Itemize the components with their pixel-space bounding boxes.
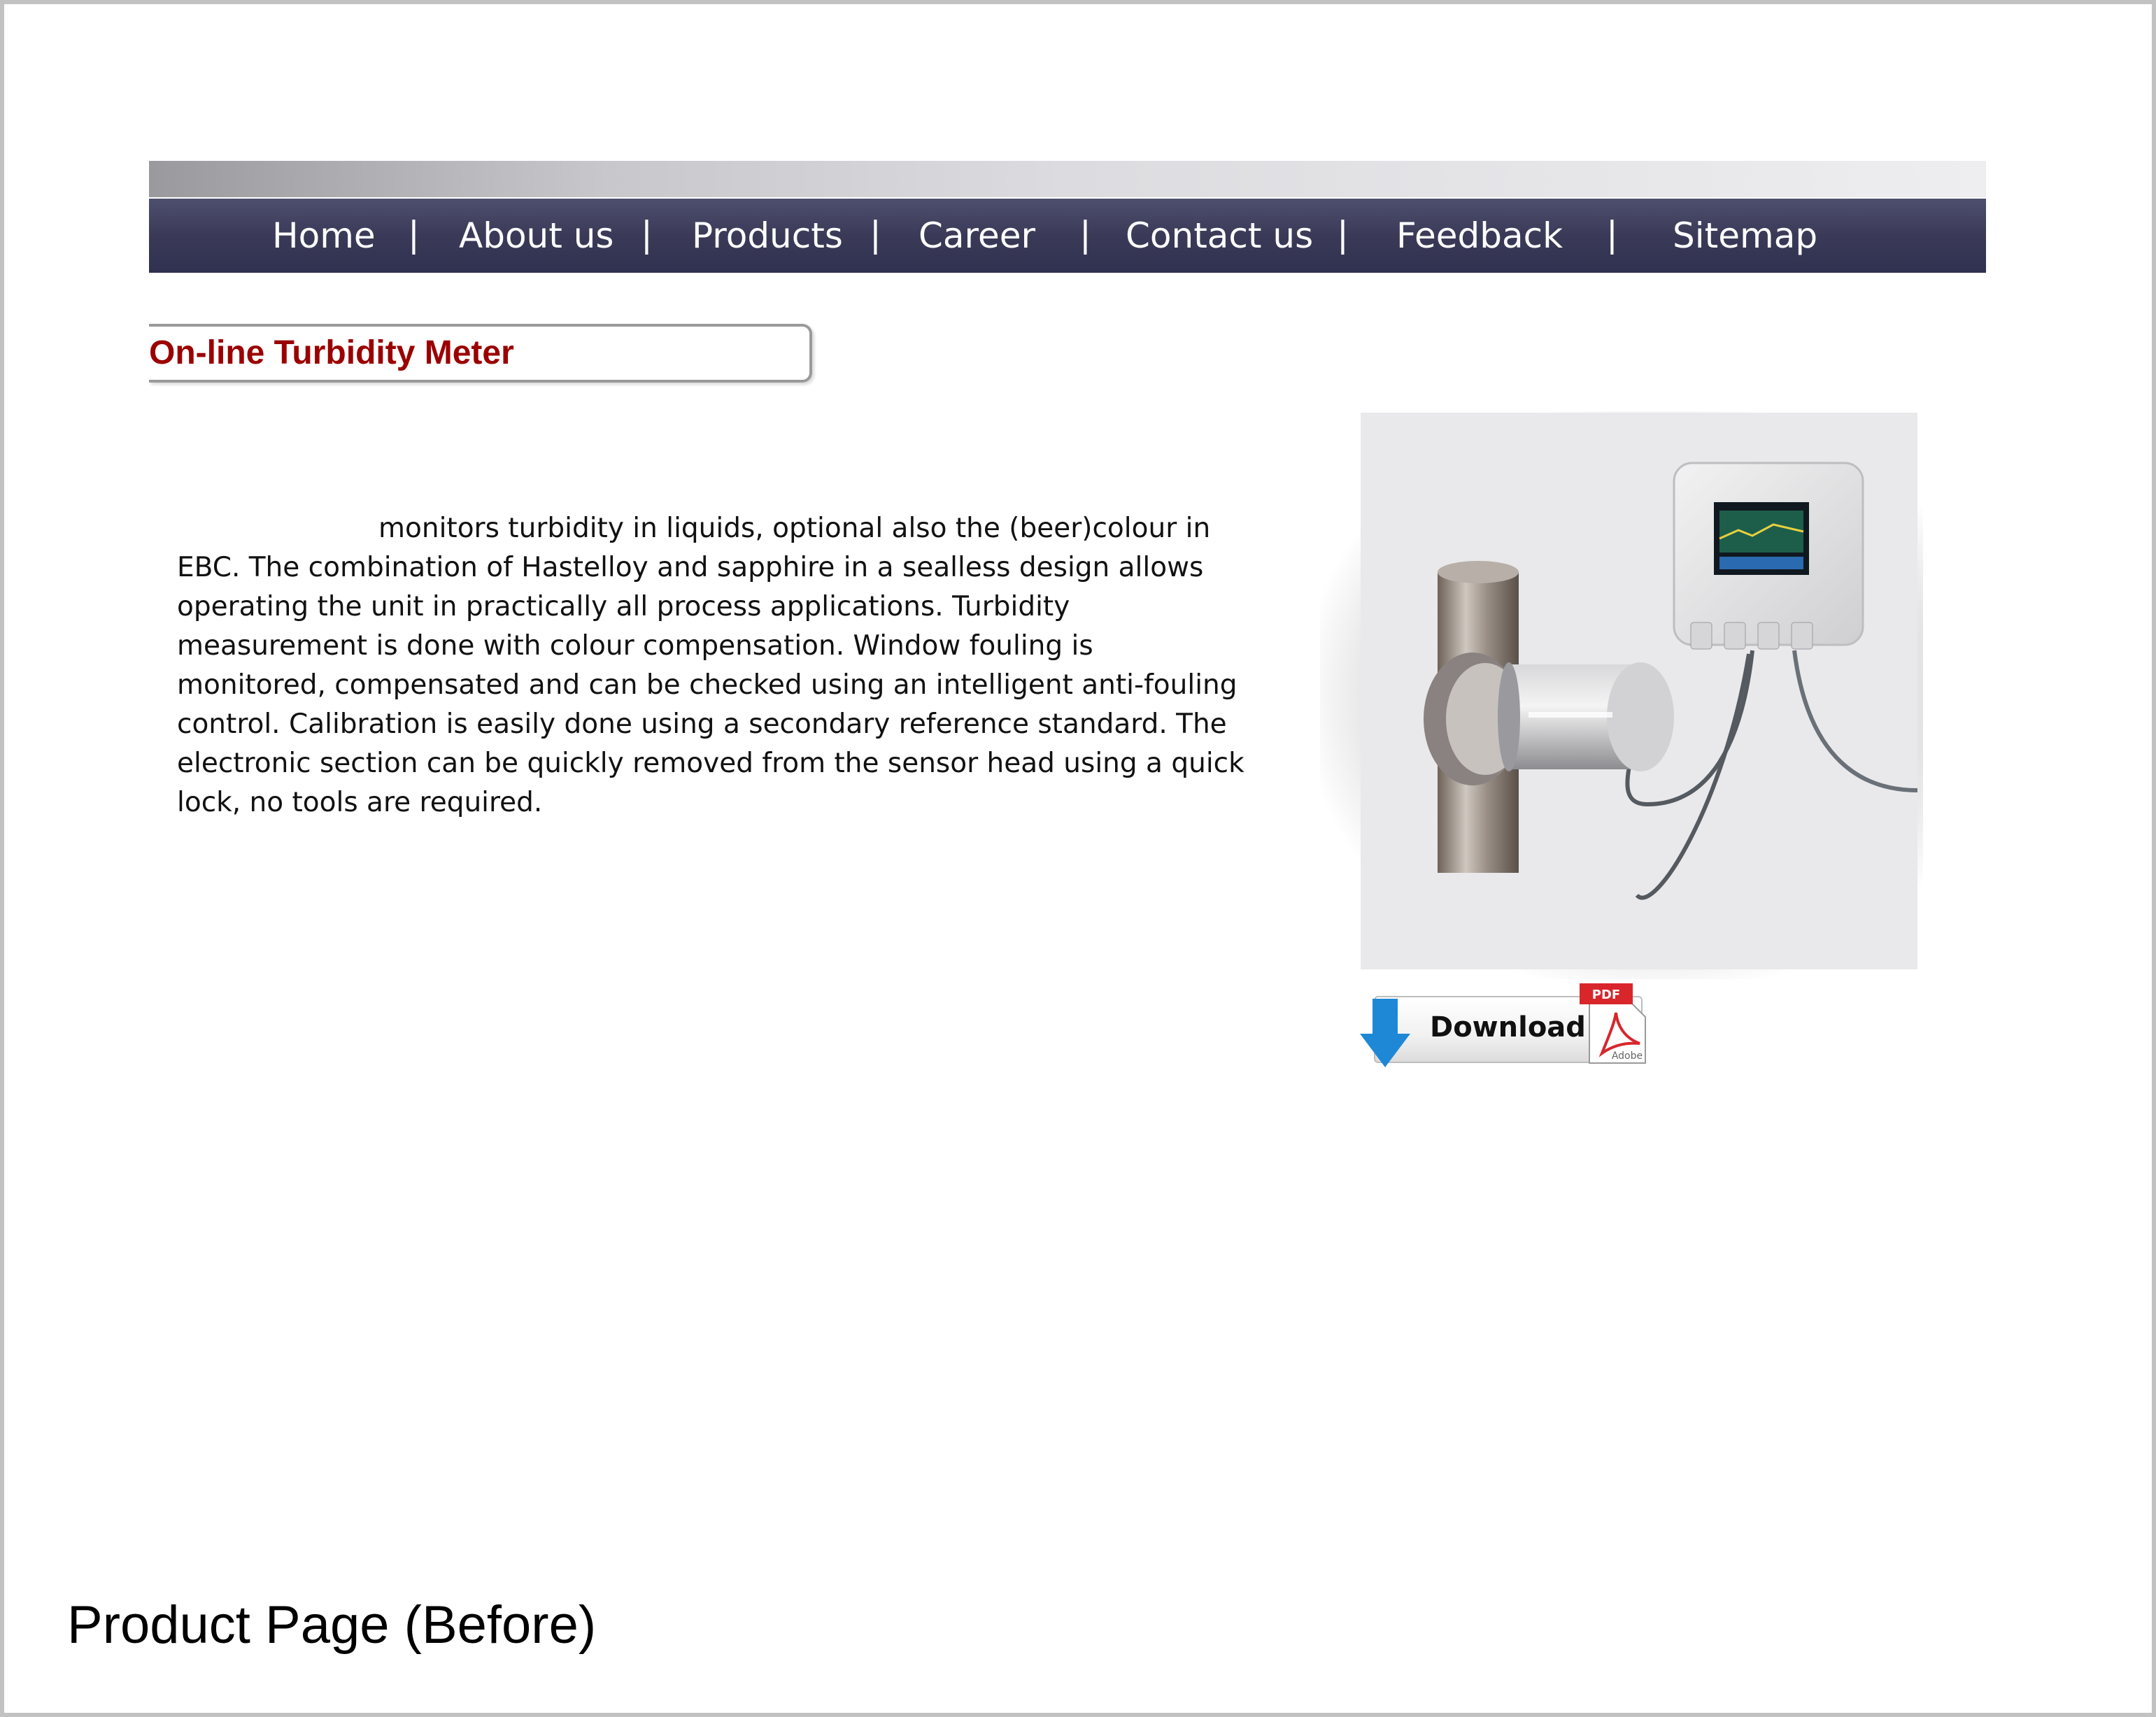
description-line: electronic section can be quickly removed from the sensor head using a quick — [177, 748, 1244, 779]
product-image — [1361, 413, 1917, 969]
description-line: operating the unit in practically all process applications. Turbidity — [177, 591, 1070, 622]
description-line: measurement is done with colour compensation. Window fouling is — [177, 630, 1093, 662]
nav-career-link[interactable]: Career — [919, 215, 1036, 256]
description-line: monitored, compensated and can be checked using an intelligent anti-fouling — [177, 669, 1237, 701]
description-line: lock, no tools are required. — [177, 787, 543, 818]
pdf-file-icon — [1575, 983, 1652, 1067]
nav-separator: | — [641, 214, 653, 255]
product-description — [177, 509, 1296, 822]
description-line: monitors turbidity in liquids, optional also the (beer)colour in — [378, 513, 1211, 544]
main-navigation — [149, 199, 1986, 273]
nav-sitemap-link[interactable]: Sitemap — [1673, 215, 1818, 256]
nav-about-us-link[interactable]: About us — [459, 215, 614, 256]
slide-caption: Product Page (Before) — [67, 1595, 597, 1655]
product-title: On-line Turbidity Meter — [149, 334, 514, 371]
nav-products-link[interactable]: Products — [692, 215, 843, 256]
turbidity-meter-illustration — [1361, 413, 1917, 969]
nav-contact-us-link[interactable]: Contact us — [1126, 215, 1314, 256]
product-title-box — [149, 324, 812, 383]
nav-separator: | — [1079, 214, 1091, 255]
description-line: control. Calibration is easily done using a secondary reference standard. The — [177, 708, 1227, 740]
nav-feedback-link[interactable]: Feedback — [1396, 215, 1563, 256]
download-label: Download — [1430, 1011, 1586, 1043]
nav-separator: | — [1337, 214, 1349, 255]
download-arrow-icon — [1357, 999, 1413, 1069]
nav-separator: | — [1606, 214, 1618, 255]
pdf-badge-text: PDF — [1591, 988, 1621, 1002]
header-gradient-bar — [149, 161, 1986, 197]
nav-separator: | — [870, 214, 881, 255]
nav-separator: | — [408, 214, 420, 255]
adobe-label: Adobe — [1611, 1050, 1643, 1062]
nav-home-link[interactable]: Home — [272, 215, 376, 256]
description-line: EBC. The combination of Hastelloy and sapphire in a sealless design allows — [177, 552, 1204, 583]
download-pdf-button[interactable] — [1357, 983, 1658, 1067]
